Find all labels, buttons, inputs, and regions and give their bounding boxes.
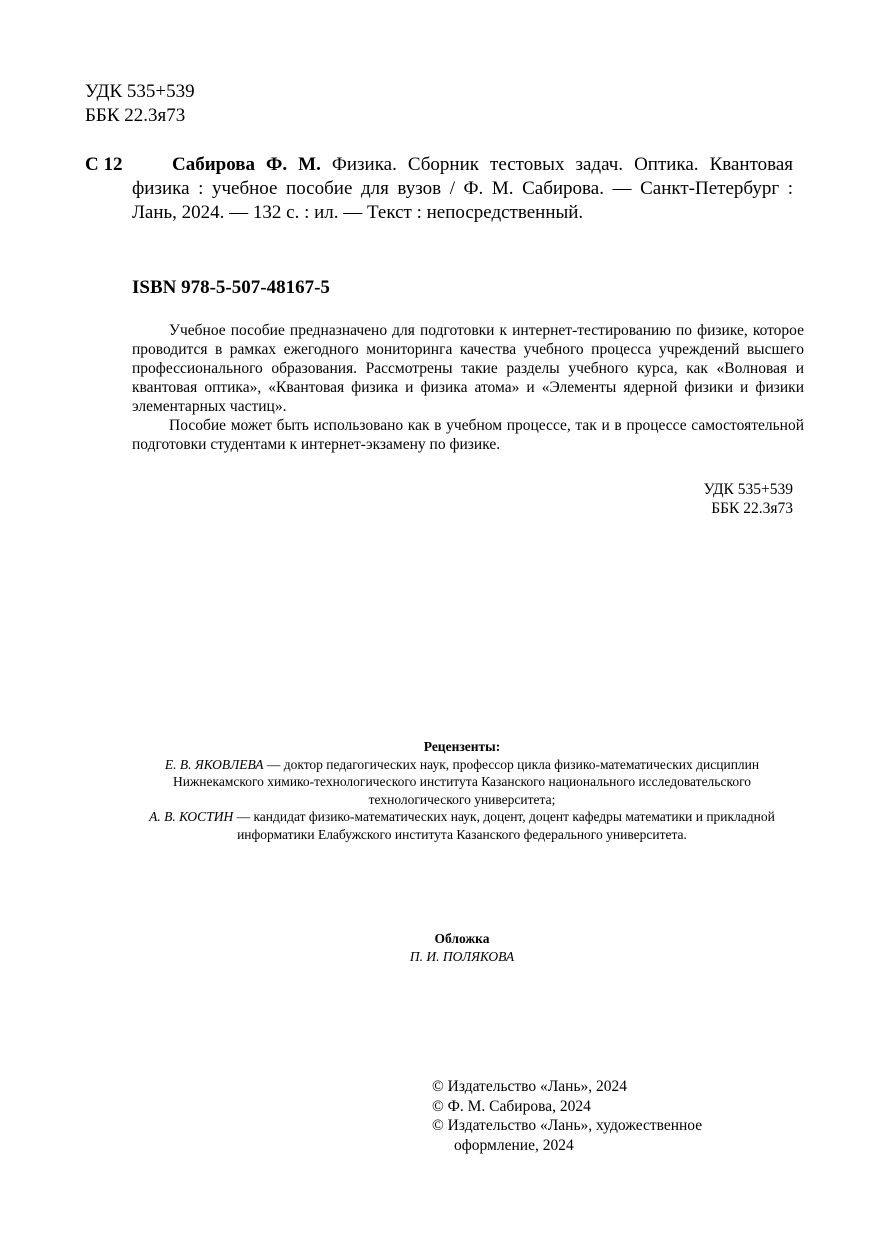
copyright-line: © Издательство «Лань», художественное — [432, 1117, 703, 1134]
author-name: Сабирова Ф. М. — [172, 154, 321, 175]
reviewer-description: — доктор педагогических наук, профессор цикла физико-математических дисциплин Нижнекамского химико-технологического института Казанского национального исследовательского технологического университета; — [172, 756, 760, 807]
bibliographic-description: Физика. Сборник тестовых задач. Оптика. Квантовая физика : учебное пособие для вузов / Ф. М. Сабирова. — Санкт-Петербург : Лань, 2024. — 132 с. : ил. — Текст : непосредственный. — [132, 154, 794, 223]
annotation-paragraph: Учебное пособие предназначено для подготовки к интернет-тестированию по физике, которое проводится в рамках ежегодного мониторинга качества учебного процесса учреждений высшего профессионального образования. Рассмотрены такие разделы учебного курса, как «Волновая и квантовая оптика», «Квантовая физика и физика атома» и «Элементы ядерной физики и физики элементарных частиц». — [132, 322, 804, 415]
classification-bottom — [704, 480, 793, 518]
copyright-block — [432, 1077, 702, 1155]
udk-code: УДК 535+539 — [85, 81, 195, 102]
reviewer-description: — кандидат физико-математических наук, доцент, доцент кафедры математики и прикладной информатики Елабужского института Казанского федерального университета. — [233, 809, 775, 842]
reviewer-entry — [140, 756, 784, 809]
cover-credit — [312, 930, 612, 965]
annotation-paragraph: Пособие может быть использовано как в учебном процессе, так и в процессе самостоятельной подготовки студентами к интернет-экзамену по физике. — [132, 417, 804, 453]
copyright-line: © Издательство «Лань», 2024 — [432, 1078, 628, 1095]
bibliographic-record — [132, 153, 793, 225]
copyright-line: © Ф. М. Сабирова, 2024 — [432, 1097, 591, 1115]
reviewer-name: А. В. КОСТИН — [149, 809, 234, 824]
bbk-code: ББК 22.3я73 — [711, 500, 793, 517]
author-sign: С 12 — [85, 154, 123, 175]
classification-top — [85, 80, 195, 128]
reviewers-block — [140, 738, 784, 843]
cover-heading: Обложка — [434, 931, 490, 946]
bbk-code: ББК 22.3я73 — [85, 105, 186, 126]
reviewer-entry — [140, 808, 784, 843]
annotation — [132, 321, 804, 454]
isbn: ISBN 978-5-507-48167-5 — [132, 277, 330, 298]
udk-code: УДК 535+539 — [703, 481, 793, 498]
cover-designer-name: П. И. ПОЛЯКОВА — [409, 948, 515, 964]
copyright-line: оформление, 2024 — [454, 1136, 574, 1154]
reviewer-name: Е. В. ЯКОВЛЕВА — [164, 756, 264, 772]
reviewers-heading: Рецензенты: — [423, 739, 501, 754]
